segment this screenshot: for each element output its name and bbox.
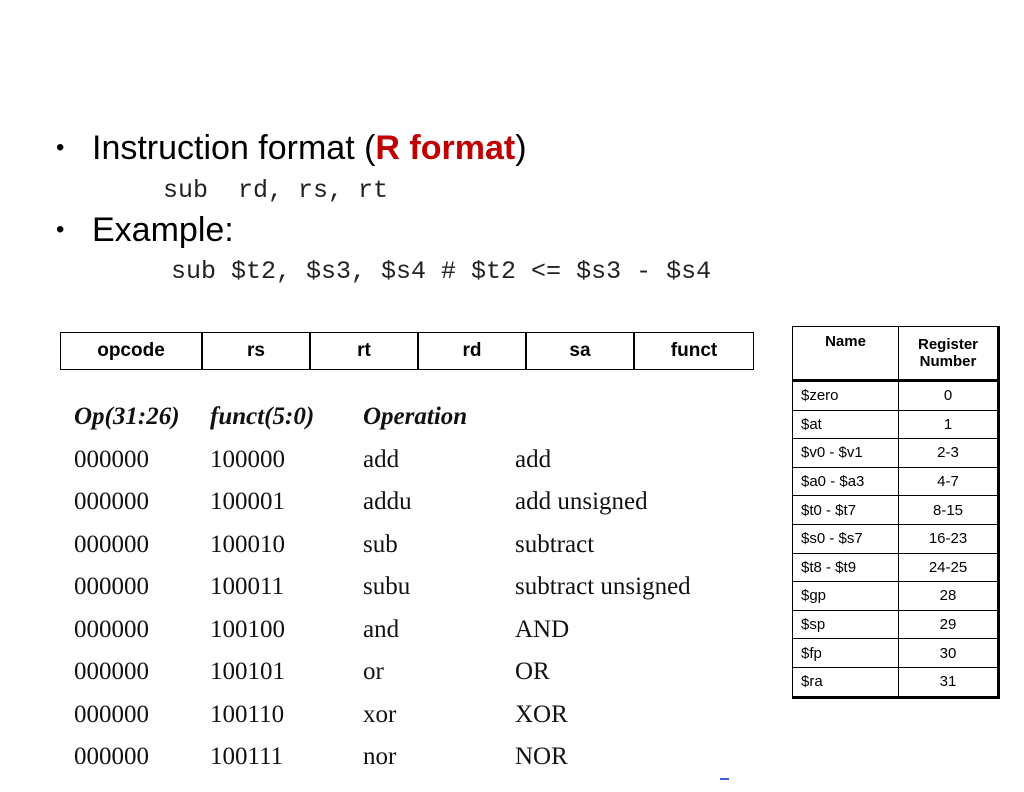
register-name: $gp (793, 582, 899, 611)
register-number: 29 (899, 610, 999, 639)
table-row (793, 496, 999, 525)
table-row (793, 381, 999, 411)
field-rd: rd (418, 333, 526, 369)
mnemonic: add (363, 445, 400, 473)
op-code: 000000 (74, 658, 149, 685)
bullet-text: Example: (92, 211, 234, 249)
description: add unsigned (515, 488, 648, 515)
mnemonic: xor (363, 700, 397, 728)
table-row (793, 667, 999, 697)
register-number: 0 (899, 381, 999, 411)
format-syntax-code: sub rd, rs, rt (163, 176, 389, 205)
bullet-text-end: ) (515, 129, 527, 167)
funct-code: 100111 (210, 743, 284, 770)
mnemonic: or (363, 658, 384, 685)
register-table (792, 326, 1000, 699)
register-header-row (793, 327, 999, 381)
bullet-example (56, 210, 234, 250)
field-opcode: opcode (61, 333, 202, 369)
slide-footer-mark (720, 778, 729, 780)
bullet-instruction-format (56, 128, 527, 168)
op-code: 000000 (74, 530, 149, 558)
description: XOR (515, 700, 568, 728)
table-row (793, 410, 999, 439)
op-code: 000000 (74, 488, 149, 515)
table-row (793, 439, 999, 468)
description: OR (515, 658, 550, 685)
register-name: $sp (793, 610, 899, 639)
bullet-text: Instruction format ( (92, 129, 376, 167)
example-code: sub $t2, $s3, $s4 # $t2 <= $s3 - $s4 (171, 257, 712, 286)
funct-code: 100110 (210, 700, 285, 728)
table-row (793, 467, 999, 496)
op-code: 000000 (74, 573, 149, 600)
register-number: 16-23 (899, 524, 999, 553)
header-name: Name (793, 327, 899, 381)
description: add (515, 445, 552, 473)
funct-code: 100000 (210, 445, 285, 473)
mnemonic: and (363, 615, 400, 643)
header-op: Op(31:26) (74, 403, 180, 430)
table-row (793, 582, 999, 611)
table-row (793, 553, 999, 582)
funct-code: 100001 (210, 488, 285, 515)
op-code: 000000 (74, 615, 149, 643)
register-number: 31 (899, 667, 999, 697)
register-number: 28 (899, 582, 999, 611)
op-code: 000000 (74, 743, 149, 770)
funct-code: 100101 (210, 658, 285, 685)
mnemonic: subu (363, 573, 411, 600)
field-rt: rt (310, 333, 418, 369)
header-operation: Operation (363, 403, 468, 430)
mnemonic: addu (363, 488, 412, 515)
bullet-dot: • (56, 216, 65, 243)
description: subtract unsigned (515, 573, 691, 600)
mnemonic: nor (363, 743, 397, 770)
register-name: $fp (793, 639, 899, 668)
register-name: $t8 - $t9 (793, 553, 899, 582)
register-number: 1 (899, 410, 999, 439)
register-number: 30 (899, 639, 999, 668)
bullet-dot: • (56, 134, 65, 161)
register-number: 24-25 (899, 553, 999, 582)
funct-code: 100010 (210, 530, 285, 558)
register-name: $a0 - $a3 (793, 467, 899, 496)
r-format-highlight: R format (375, 129, 516, 167)
field-funct: funct (634, 333, 753, 369)
register-name: $s0 - $s7 (793, 524, 899, 553)
mnemonic: sub (363, 530, 398, 558)
header-funct: funct(5:0) (210, 403, 315, 430)
description: NOR (515, 743, 568, 770)
register-name: $zero (793, 381, 899, 411)
r-format-fields (60, 332, 754, 370)
table-row (793, 639, 999, 668)
field-sa: sa (526, 333, 634, 369)
op-code: 000000 (74, 700, 149, 728)
field-rs: rs (202, 333, 310, 369)
register-number: 4-7 (899, 467, 999, 496)
register-name: $v0 - $v1 (793, 439, 899, 468)
register-name: $t0 - $t7 (793, 496, 899, 525)
op-code: 000000 (74, 445, 149, 473)
funct-code: 100100 (210, 615, 285, 643)
register-name: $ra (793, 667, 899, 697)
register-number: 2-3 (899, 439, 999, 468)
register-number: 8-15 (899, 496, 999, 525)
description: subtract (515, 530, 595, 558)
register-name: $at (793, 410, 899, 439)
description: AND (515, 615, 570, 643)
header-register-number: Register Number (899, 327, 999, 381)
table-row (793, 610, 999, 639)
table-row (793, 524, 999, 553)
funct-code: 100011 (210, 573, 285, 600)
